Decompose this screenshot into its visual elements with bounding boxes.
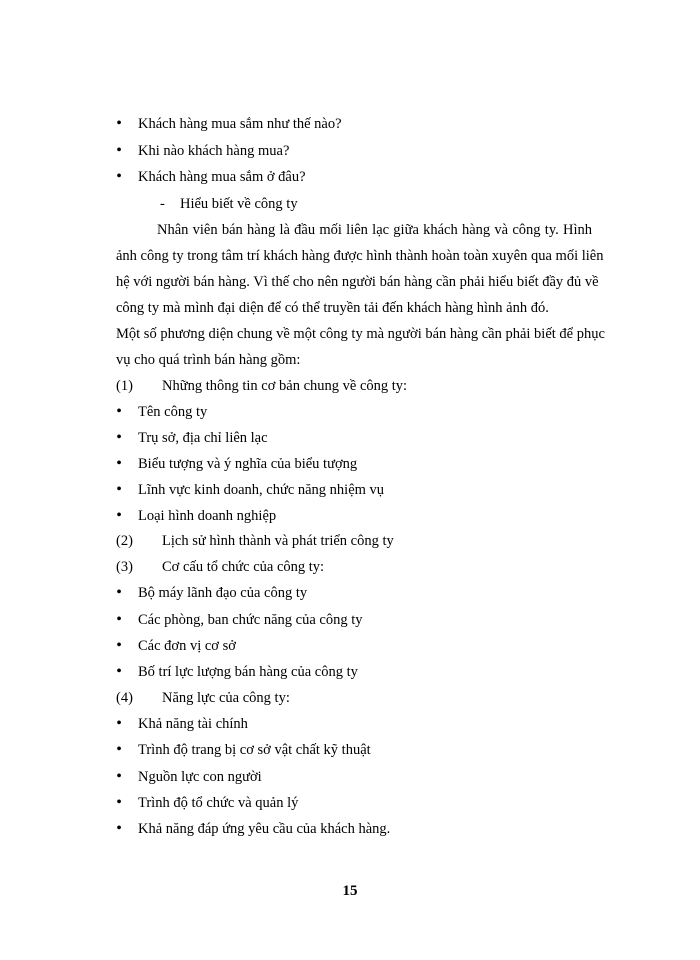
- section-title: Những thông tin cơ bản chung về công ty:: [162, 378, 408, 394]
- bullet-icon: [114, 455, 124, 473]
- bullet-icon: [114, 768, 124, 786]
- bullet-icon: [114, 507, 124, 525]
- bullet-icon: [114, 820, 124, 838]
- list-item-text: Bố trí lực lượng bán hàng của công ty: [138, 664, 358, 680]
- section-number: (3): [116, 559, 133, 575]
- list-item-text: Biểu tượng và ý nghĩa của biểu tượng: [138, 456, 358, 472]
- list-item-text: Trụ sở, địa chỉ liên lạc: [138, 430, 268, 446]
- list-item-text: Tên công ty: [138, 404, 208, 420]
- paragraph-line: Một số phương diện chung về một công ty mà người bán hàng cần phải biết để phục: [116, 326, 605, 342]
- list-item-text: Các đơn vị cơ sở: [138, 638, 236, 654]
- list-item-text: Khi nào khách hàng mua?: [138, 143, 290, 159]
- bullet-icon: [114, 637, 124, 655]
- paragraph-line: công ty mà mình đại diện để có thể truyền tải đến khách hàng hình ảnh đó.: [116, 300, 549, 316]
- list-item-text: Khách hàng mua sắm như thế nào?: [138, 116, 342, 132]
- paragraph-line: ảnh công ty trong tâm trí khách hàng được hình thành hoàn toàn xuyên qua mối liên: [116, 248, 604, 264]
- bullet-icon: [114, 794, 124, 812]
- list-item-text: Trình độ tổ chức và quản lý: [138, 795, 299, 811]
- section-title: Cơ cấu tổ chức của công ty:: [162, 559, 325, 575]
- paragraph-line: Nhân viên bán hàng là đầu mối liên lạc giữa khách hàng và công ty. Hình: [157, 222, 592, 238]
- section-number: (2): [116, 533, 133, 549]
- bullet-icon: [114, 115, 124, 133]
- bullet-icon: [114, 142, 124, 160]
- bullet-icon: [114, 429, 124, 447]
- bullet-icon: [114, 715, 124, 733]
- section-number: (4): [116, 690, 133, 706]
- list-item-text: Loại hình doanh nghiệp: [138, 508, 277, 524]
- section-number: (1): [116, 378, 133, 394]
- list-item-text: Khả năng đáp ứng yêu cầu của khách hàng.: [138, 821, 391, 837]
- list-item-text: Các phòng, ban chức năng của công ty: [138, 612, 363, 628]
- paragraph-line: vụ cho quá trình bán hàng gồm:: [116, 352, 301, 368]
- bullet-icon: [114, 403, 124, 421]
- list-item-text: Trình độ trang bị cơ sở vật chất kỹ thuật: [138, 742, 371, 758]
- list-item-text: Khả năng tài chính: [138, 716, 248, 732]
- section-heading-text: Hiểu biết về công ty: [180, 196, 298, 212]
- bullet-icon: [114, 481, 124, 499]
- bullet-icon: [114, 741, 124, 759]
- dash-marker: -: [160, 196, 165, 212]
- list-item-text: Nguồn lực con người: [138, 769, 262, 785]
- section-title: Lịch sử hình thành và phát triển công ty: [162, 533, 394, 549]
- bullet-icon: [114, 168, 124, 186]
- section-title: Năng lực của công ty:: [162, 690, 290, 706]
- list-item-text: Bộ máy lãnh đạo của công ty: [138, 585, 308, 601]
- list-item-text: Lĩnh vực kinh doanh, chức năng nhiệm vụ: [138, 482, 385, 498]
- bullet-icon: [114, 611, 124, 629]
- bullet-icon: [114, 584, 124, 602]
- page-number: 15: [342, 883, 358, 899]
- bullet-icon: [114, 663, 124, 681]
- paragraph-line: hệ với người bán hàng. Vì thế cho nên người bán hàng cần phải hiểu biết đầy đủ về: [116, 274, 599, 290]
- list-item-text: Khách hàng mua sắm ở đâu?: [138, 169, 306, 185]
